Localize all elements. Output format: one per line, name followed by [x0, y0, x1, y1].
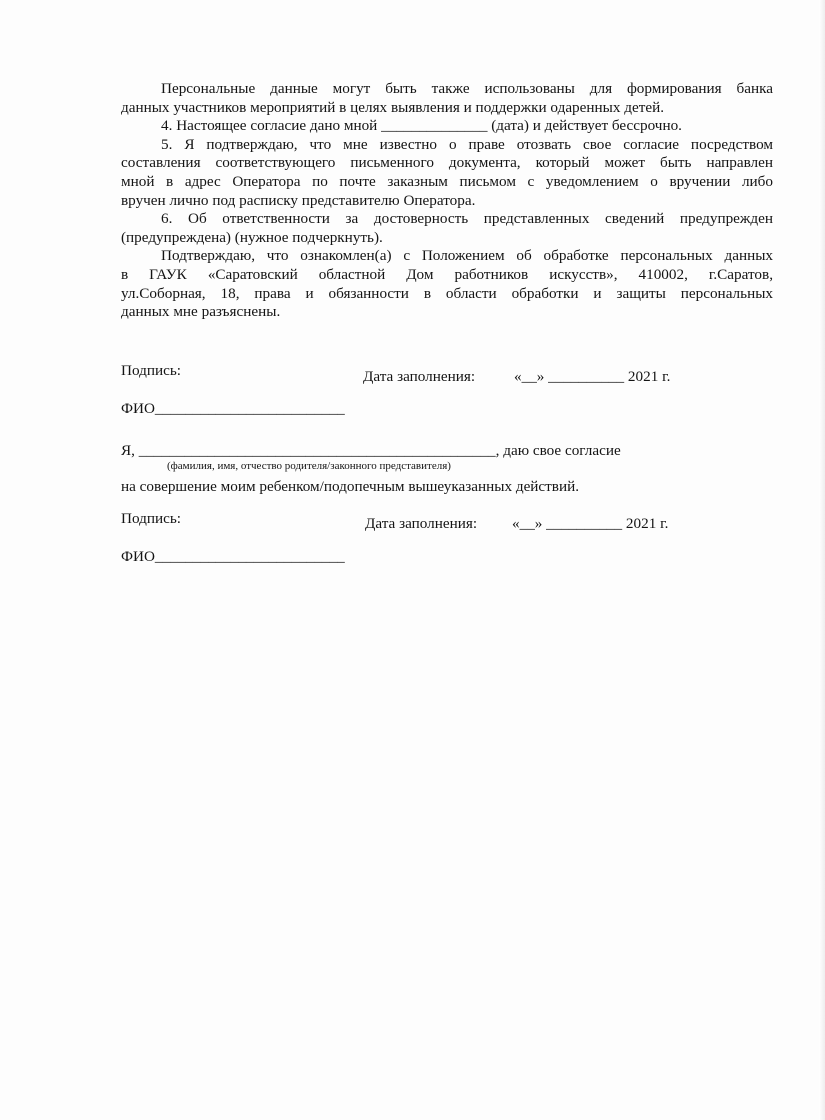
paragraph-6-line-1: 6. Об ответственности за достоверность представленных сведений предупрежден	[161, 210, 773, 228]
paragraph-7-line-3: ул.Соборная, 18, права и обязанности в области обработки и защиты персональных	[121, 284, 773, 302]
paragraph-6-line-2: (предупреждена) (нужное подчеркнуть).	[121, 228, 383, 246]
paragraph-7-line-1: Подтверждаю, что ознакомлен(а) с Положением об обработке персональных данных	[161, 247, 773, 265]
signature-label-1: Подпись:	[121, 362, 181, 379]
paragraph-7-line-4: данных мне разъяснены.	[121, 303, 281, 321]
date-label-2: Дата заполнения:	[365, 515, 478, 532]
date-value-2: «__» __________ 2021 г.	[512, 515, 669, 532]
paragraph-4-line-1: 4. Настоящее согласие дано мной ______________ (дата) и действует бессрочно.	[161, 117, 682, 135]
paragraph-5-line-2: составления соответствующего письменного документа, который может быть направлен	[121, 154, 773, 172]
scan-edge	[819, 0, 825, 1120]
paragraph-usage-line-1: Персональные данные могут быть также использованы для формирования банка	[161, 80, 773, 97]
paragraph-usage-line-2: данных участников мероприятий в целях выявления и поддержки одаренных детей.	[121, 98, 665, 116]
paragraph-5-line-3: мной в адрес Оператора по почте заказным письмом с уведомлением о вручении либо	[121, 172, 773, 190]
consent-line: Я, _______________________________________________, даю свое согласие	[121, 442, 621, 459]
consent-caption: (фамилия, имя, отчество родителя/законного представителя)	[167, 460, 451, 472]
signature-label-2: Подпись:	[121, 510, 181, 527]
paragraph-5-line-4: вручен лично под расписку представителю Оператора.	[121, 191, 476, 209]
date-value-1: «__» __________ 2021 г.	[514, 368, 671, 385]
consent-continuation: на совершение моим ребенком/подопечным вышеуказанных действий.	[121, 478, 580, 495]
consent-body	[121, 80, 773, 322]
fio-line-1: ФИО_________________________	[121, 400, 345, 417]
paragraph-5-line-1: 5. Я подтверждаю, что мне известно о праве отозвать свое согласие посредством	[161, 135, 773, 153]
date-label-1: Дата заполнения:	[363, 368, 476, 385]
fio-line-2: ФИО_________________________	[121, 548, 345, 565]
paragraph-7-line-2: в ГАУК «Саратовский областной Дом работников искусств», 410002, г.Саратов,	[121, 265, 773, 283]
